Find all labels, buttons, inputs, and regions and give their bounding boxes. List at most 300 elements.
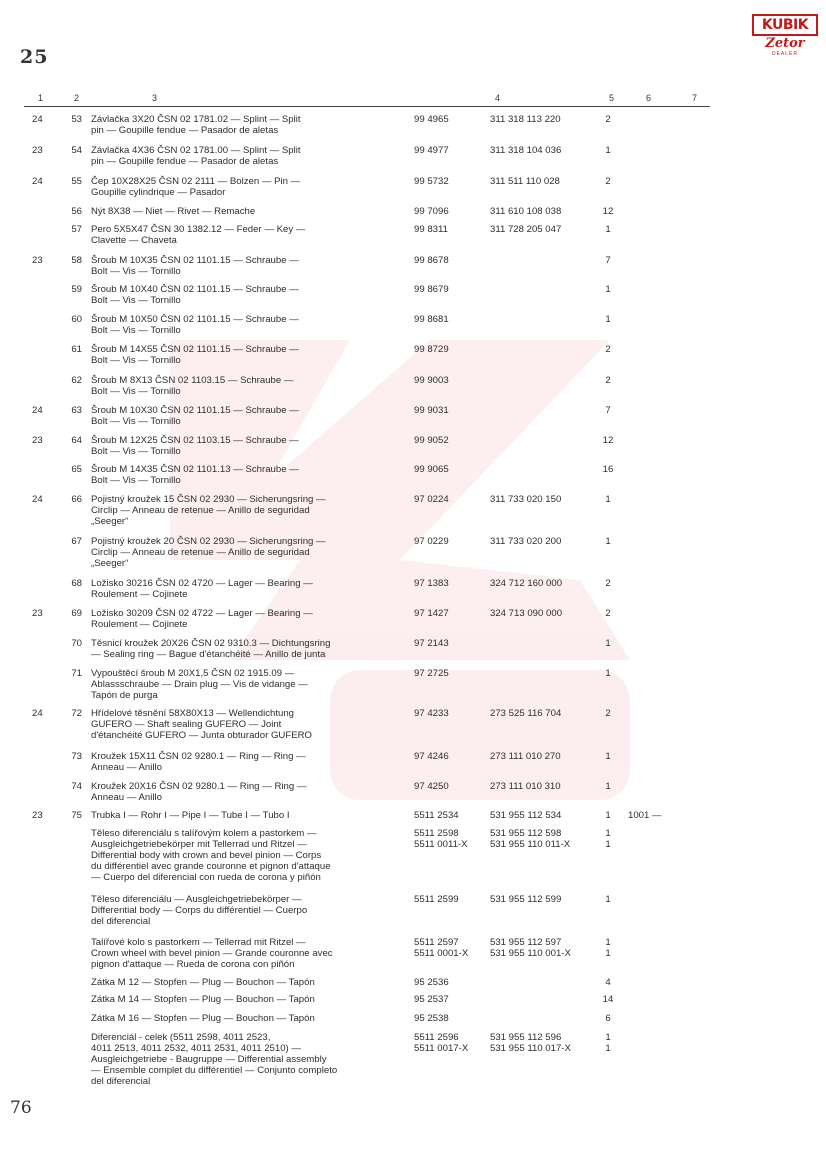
part-description-line: Circlip — Anneau de retenue — Anillo de seguridad <box>91 547 310 558</box>
part-description-line: Pojistný kroužek 20 ČSN 02 2930 — Sicherungsring — <box>91 536 326 547</box>
column-header: 4 <box>495 93 501 103</box>
quantity <box>598 344 618 355</box>
part-number <box>490 206 561 217</box>
part-description <box>91 284 299 306</box>
part-description-line: — Sealing ring — Bague d'étanchéité — Anillo de junta <box>91 649 326 660</box>
catalog-number-line: 97 4250 <box>414 781 449 792</box>
catalog-number-line: 99 9065 <box>414 464 449 475</box>
logo-brand: KUBIK <box>752 14 818 36</box>
part-number <box>490 708 561 719</box>
position-number: 61 <box>71 344 82 355</box>
position-number: 69 <box>71 608 82 619</box>
catalog-number-line: 97 1383 <box>414 578 449 589</box>
catalog-number-line: 95 2536 <box>414 977 449 988</box>
part-description-line: d'étanchéité GUFERO — Junta obturador GUFERO <box>91 730 312 741</box>
part-description-line: Zátka M 16 — Stopfen — Plug — Bouchon — Tapón <box>91 1013 315 1024</box>
part-number-line: 531 955 112 534 <box>490 810 562 821</box>
logo-tag: DEALER <box>771 51 798 57</box>
position-number: 75 <box>71 810 82 821</box>
part-description-line: Bolt — Vis — Tornillo <box>91 416 181 427</box>
part-description-line: Bolt — Vis — Tornillo <box>91 446 181 457</box>
part-description-line: Tapón de purga <box>91 690 158 701</box>
position-number: 66 <box>71 494 82 505</box>
quantity-line: 16 <box>602 464 614 475</box>
catalog-number <box>414 894 459 905</box>
quantity-line: 6 <box>605 1013 611 1024</box>
part-description <box>91 344 299 366</box>
position-number: 62 <box>71 375 82 386</box>
part-description-line: pin — Goupille fendue — Pasador de aletas <box>91 156 279 167</box>
part-description <box>91 1032 337 1087</box>
quantity-line: 1 <box>605 284 611 295</box>
part-description <box>91 1013 315 1024</box>
quantity <box>598 668 618 679</box>
catalog-number <box>414 375 449 386</box>
quantity <box>598 810 618 821</box>
part-number <box>490 608 562 619</box>
part-description <box>91 810 290 821</box>
quantity-line: 1 <box>605 839 611 850</box>
part-number-line: 273 111 010 270 <box>490 751 561 762</box>
part-description-line: Bolt — Vis — Tornillo <box>91 475 181 486</box>
quantity-line: 1 <box>605 948 611 959</box>
part-description-line: Zátka M 14 — Stopfen — Plug — Bouchon — Tapón <box>91 994 315 1005</box>
catalog-number-line: 99 5732 <box>414 176 449 187</box>
part-description-line: Bolt — Vis — Tornillo <box>91 355 181 366</box>
part-description-line: Šroub M 14X35 ČSN 02 1101.13 — Schraube — <box>91 464 299 475</box>
quantity-line: 1 <box>605 894 611 905</box>
part-description-line: „Seeger“ <box>91 516 129 527</box>
part-number <box>490 828 570 850</box>
part-description-line: Šroub M 10X30 ČSN 02 1101.15 — Schraube — <box>91 405 299 416</box>
part-number-line: 531 955 110 011-X <box>490 839 571 850</box>
catalog-number-line: 99 4977 <box>414 145 449 156</box>
quantity-line: 1 <box>605 828 611 839</box>
part-description-line: Differential body — Corps du différentiel — Cuerpo <box>91 905 308 916</box>
quantity-line: 2 <box>605 708 611 719</box>
position-number: 74 <box>71 781 82 792</box>
catalog-number <box>414 578 449 589</box>
quantity <box>598 405 618 416</box>
part-number-line: 531 955 112 598 <box>490 828 562 839</box>
group-number: 24 <box>32 708 43 719</box>
catalog-number-line: 5511 0001-X <box>414 948 469 959</box>
group-number: 24 <box>32 405 43 416</box>
group-number: 23 <box>32 435 43 446</box>
group-number: 23 <box>32 608 43 619</box>
quantity-line: 1 <box>605 145 611 156</box>
part-description-line: Anneau — Anillo <box>91 792 162 803</box>
quantity <box>598 994 618 1005</box>
position-number: 54 <box>71 145 82 156</box>
quantity-line: 2 <box>605 176 611 187</box>
part-description <box>91 828 331 883</box>
part-description-line: Vypouštěcí šroub M 20X1,5 ČSN 02 1915.09 — <box>91 668 295 679</box>
catalog-number-line: 97 4233 <box>414 708 449 719</box>
part-description <box>91 668 308 701</box>
quantity <box>598 314 618 325</box>
part-description-line: Těleso diferenciálu s talířovým kolem a pastorkem — <box>91 828 317 839</box>
part-description-line: Těsnicí kroužek 20X26 ČSN 02 9310.3 — Dichtungsring <box>91 638 331 649</box>
part-description-line: Anneau — Anillo <box>91 762 162 773</box>
part-description-line: Zátka M 12 — Stopfen — Plug — Bouchon — Tapón <box>91 977 315 988</box>
quantity <box>598 1013 618 1024</box>
part-description <box>91 536 326 569</box>
catalog-number-line: 99 8311 <box>414 224 448 235</box>
quantity <box>598 375 618 386</box>
catalog-number-line: 99 9052 <box>414 435 449 446</box>
catalog-number <box>414 1013 449 1024</box>
quantity-line: 2 <box>605 608 611 619</box>
quantity-line: 4 <box>605 977 611 988</box>
part-description <box>91 224 305 246</box>
quantity-line: 1 <box>605 638 611 649</box>
position-number: 59 <box>71 284 82 295</box>
quantity <box>598 176 618 187</box>
part-number-line: 324 712 160 000 <box>490 578 563 589</box>
quantity-line: 2 <box>605 578 611 589</box>
part-number-line: 324 713 090 000 <box>490 608 563 619</box>
position-number: 63 <box>71 405 82 416</box>
part-number-line: 531 955 112 597 <box>490 937 562 948</box>
part-description <box>91 937 333 970</box>
quantity <box>598 114 618 125</box>
quantity <box>598 494 618 505</box>
part-description <box>91 494 326 527</box>
catalog-number <box>414 828 468 850</box>
part-number-line: 273 525 116 704 <box>490 708 562 719</box>
part-description-line: Kroužek 20X16 ČSN 02 9280.1 — Ring — Ring — <box>91 781 307 792</box>
position-number: 70 <box>71 638 82 649</box>
part-description-line: Goupille cylindrique — Pasador <box>91 187 226 198</box>
part-description-line: Talířové kolo s pastorkem — Tellerrad mit Ritzel — <box>91 937 306 948</box>
catalog-number <box>414 314 449 325</box>
position-number: 56 <box>71 206 82 217</box>
quantity <box>598 608 618 619</box>
catalog-number-line: 5511 2599 <box>414 894 459 905</box>
quantity-line: 1 <box>605 781 611 792</box>
quantity <box>598 536 618 547</box>
catalog-number <box>414 1032 468 1054</box>
catalog-number <box>414 435 449 446</box>
column-header: 6 <box>646 93 652 103</box>
quantity-line: 12 <box>602 206 614 217</box>
part-number-line: 311 733 020 200 <box>490 536 562 547</box>
part-description-line: — Ensemble complet du différentiel — Conjunto completo <box>91 1065 338 1076</box>
part-description <box>91 255 299 277</box>
group-number: 23 <box>32 810 43 821</box>
part-description-line: pignon d'attaque — Rueda de corona con piñón <box>91 959 295 970</box>
catalog-number <box>414 708 449 719</box>
catalog-number <box>414 405 449 416</box>
catalog-number <box>414 937 468 959</box>
catalog-number <box>414 977 449 988</box>
position-number: 60 <box>71 314 82 325</box>
position-number: 73 <box>71 751 82 762</box>
part-number-line: 531 955 110 001-X <box>490 948 571 959</box>
catalog-number <box>414 464 449 475</box>
column-header: 7 <box>692 93 698 103</box>
quantity <box>598 145 618 156</box>
catalog-number-line: 99 7096 <box>414 206 449 217</box>
part-description-line: Čep 10X28X25 ČSN 02 2111 — Bolzen — Pin — <box>91 176 301 187</box>
quantity <box>598 1032 618 1054</box>
quantity-line: 1 <box>605 536 611 547</box>
catalog-number-line: 99 8681 <box>414 314 449 325</box>
part-description-line: Clavette — Chaveta <box>91 235 177 246</box>
catalog-number-line: 97 4246 <box>414 751 449 762</box>
position-number: 55 <box>71 176 82 187</box>
part-description-line: Circlip — Anneau de retenue — Anillo de seguridad <box>91 505 310 516</box>
part-description-line: du différentiel avec grande couronne et pignon d'attaque <box>91 861 331 872</box>
catalog-number <box>414 255 449 266</box>
catalog-number-line: 99 8679 <box>414 284 449 295</box>
column-header: 3 <box>152 93 158 103</box>
catalog-number <box>414 145 449 156</box>
quantity <box>598 708 618 719</box>
part-number <box>490 578 562 589</box>
part-number <box>490 494 561 505</box>
part-description <box>91 751 306 773</box>
position-number: 72 <box>71 708 82 719</box>
part-description-line: Šroub M 12X25 ČSN 02 1103.15 — Schraube — <box>91 435 299 446</box>
part-description-line: Trubka I — Rohr I — Pipe I — Tube I — Tubo I <box>91 810 290 821</box>
catalog-number <box>414 638 449 649</box>
quantity-line: 1 <box>605 937 611 948</box>
part-description-line: Roulement — Cojinete <box>91 589 188 600</box>
quantity-line: 1 <box>605 751 611 762</box>
part-number <box>490 810 561 821</box>
quantity-line: 1 <box>605 314 611 325</box>
position-number: 53 <box>71 114 82 125</box>
quantity-line: 1 <box>605 494 611 505</box>
quantity-line: 2 <box>605 344 611 355</box>
part-number <box>490 751 561 762</box>
part-description-line: 4011 2513, 4011 2532, 4011 2531, 4011 2510) — <box>91 1043 301 1054</box>
catalog-number <box>414 994 449 1005</box>
quantity <box>598 255 618 266</box>
part-number-line: 531 955 110 017-X <box>490 1043 571 1054</box>
catalog-number <box>414 114 449 125</box>
part-description-line: Šroub M 8X13 ČSN 02 1103.15 — Schraube — <box>91 375 294 386</box>
part-number-line: 311 318 113 220 <box>490 114 561 125</box>
part-description-line: Ausgleichgetriebe - Baugruppe — Differential assembly <box>91 1054 327 1065</box>
catalog-number <box>414 494 449 505</box>
quantity-line: 1 <box>605 1032 611 1043</box>
part-description-line: Kroužek 15X11 ČSN 02 9280.1 — Ring — Ring — <box>91 751 306 762</box>
part-number <box>490 114 561 125</box>
part-description-line: Nýt 8X38 — Niet — Rivet — Remache <box>91 206 256 217</box>
logo-sub: Zetor <box>765 36 805 51</box>
catalog-number-line: 99 9031 <box>414 405 449 416</box>
part-number-line: 273 111 010 310 <box>490 781 561 792</box>
part-description <box>91 114 301 136</box>
column-header: 2 <box>74 93 80 103</box>
quantity <box>598 638 618 649</box>
catalog-number-line: 97 1427 <box>414 608 449 619</box>
quantity <box>598 751 618 762</box>
part-description <box>91 435 299 457</box>
part-description-line: Ablassschraube — Drain plug — Vis de vidange — <box>91 679 308 690</box>
part-number <box>490 937 571 959</box>
page-number-bottom: 76 <box>10 1098 32 1118</box>
part-description-line: Ložisko 30216 ČSN 02 4720 — Lager — Bearing — <box>91 578 313 589</box>
catalog-number <box>414 751 449 762</box>
part-description-line: Šroub M 10X40 ČSN 02 1101.15 — Schraube — <box>91 284 299 295</box>
quantity <box>598 937 618 959</box>
part-description-line: Bolt — Vis — Tornillo <box>91 295 181 306</box>
part-number <box>490 781 561 792</box>
quantity-line: 1 <box>605 1043 611 1054</box>
catalog-number <box>414 224 448 235</box>
part-number-line: 311 610 108 038 <box>490 206 562 217</box>
catalog-number-line: 95 2538 <box>414 1013 449 1024</box>
part-description <box>91 206 255 217</box>
quantity-line: 12 <box>602 435 614 446</box>
part-number-line: 531 955 112 596 <box>490 1032 562 1043</box>
part-description-line: del diferencial <box>91 916 151 927</box>
catalog-number-line: 99 8678 <box>414 255 449 266</box>
part-description <box>91 176 300 198</box>
quantity <box>598 828 618 850</box>
group-number: 24 <box>32 114 43 125</box>
part-number <box>490 224 561 235</box>
quantity <box>598 224 618 235</box>
position-number: 58 <box>71 255 82 266</box>
part-description <box>91 145 301 167</box>
part-number <box>490 536 561 547</box>
part-description-line: Šroub M 10X50 ČSN 02 1101.15 — Schraube — <box>91 314 299 325</box>
catalog-number <box>414 810 459 821</box>
part-number <box>490 176 560 187</box>
position-number: 71 <box>71 668 82 679</box>
catalog-number-line: 5511 2597 <box>414 937 459 948</box>
part-description <box>91 994 315 1005</box>
catalog-number-line: 5511 0011-X <box>414 839 468 850</box>
part-description <box>91 894 307 927</box>
catalog-number-line: 97 0224 <box>414 494 449 505</box>
part-description <box>91 314 299 336</box>
quantity-line: 2 <box>605 375 611 386</box>
part-description-line: GUFERO — Shaft sealing GUFERO — Joint <box>91 719 282 730</box>
catalog-number-line: 99 8729 <box>414 344 449 355</box>
catalog-number-line: 5511 0017-X <box>414 1043 469 1054</box>
position-number: 68 <box>71 578 82 589</box>
part-number-line: 531 955 112 599 <box>490 894 562 905</box>
part-description-line: pin — Goupille fendue — Pasador de aletas <box>91 125 279 136</box>
part-description <box>91 781 306 803</box>
quantity-line: 7 <box>605 405 611 416</box>
position-number: 67 <box>71 536 82 547</box>
part-number-line: 311 511 110 028 <box>490 176 560 187</box>
part-description-line: del diferencial <box>91 1076 151 1087</box>
part-description <box>91 608 313 630</box>
part-description <box>91 708 312 741</box>
catalog-number <box>414 536 449 547</box>
part-description <box>91 977 315 988</box>
quantity <box>598 977 618 988</box>
part-description-line: „Seeger“ <box>91 558 129 569</box>
part-description <box>91 578 313 600</box>
part-description-line: Závlačka 3X20 ČSN 02 1781.02 — Splint — Split <box>91 114 301 125</box>
part-description-line: Pojistný kroužek 15 ČSN 02 2930 — Sicherungsring — <box>91 494 326 505</box>
part-number-line: 311 728 205 047 <box>490 224 562 235</box>
catalog-number <box>414 668 449 679</box>
catalog-number-line: 95 2537 <box>414 994 449 1005</box>
quantity <box>598 206 618 217</box>
part-description <box>91 405 299 427</box>
quantity-line: 1 <box>605 224 611 235</box>
catalog-number <box>414 176 449 187</box>
part-number <box>490 1032 571 1054</box>
part-description <box>91 375 293 397</box>
catalog-number-line: 5511 2596 <box>414 1032 459 1043</box>
catalog-number-line: 5511 2534 <box>414 810 459 821</box>
note: 1001 — <box>628 810 662 821</box>
part-description-line: Hřídelové těsnění 58X80X13 — Wellendichtung <box>91 708 295 719</box>
part-number-line: 311 318 104 036 <box>490 145 562 156</box>
catalog-number-line: 97 0229 <box>414 536 449 547</box>
catalog-number-line: 5511 2598 <box>414 828 459 839</box>
quantity-line: 1 <box>605 668 611 679</box>
group-number: 24 <box>32 176 43 187</box>
part-description-line: Bolt — Vis — Tornillo <box>91 386 181 397</box>
part-description-line: Pero 5X5X47 ČSN 30 1382.12 — Feder — Key — <box>91 224 306 235</box>
quantity <box>598 284 618 295</box>
catalog-number <box>414 344 449 355</box>
part-description-line: Roulement — Cojinete <box>91 619 188 630</box>
quantity <box>598 435 618 446</box>
group-number: 24 <box>32 494 43 505</box>
catalog-number <box>414 284 449 295</box>
catalog-number <box>414 608 449 619</box>
part-description-line: Těleso diferenciálu — Ausgleichgetriebekörper — <box>91 894 302 905</box>
page-number-top: 25 <box>20 46 49 68</box>
part-number-line: 311 733 020 150 <box>490 494 562 505</box>
part-description <box>91 464 299 486</box>
catalog-number <box>414 206 449 217</box>
quantity-line: 7 <box>605 255 611 266</box>
catalog-number-line: 97 2143 <box>414 638 449 649</box>
quantity <box>598 464 618 475</box>
part-description-line: Bolt — Vis — Tornillo <box>91 266 181 277</box>
part-description-line: Crown wheel with bevel pinion — Grande couronne avec <box>91 948 333 959</box>
part-number <box>490 894 561 905</box>
part-description-line: Závlačka 4X36 ČSN 02 1781.00 — Splint — Split <box>91 145 301 156</box>
part-description-line: Diferenciál - celek (5511 2598, 4011 2523, <box>91 1032 271 1043</box>
part-description-line: Ložisko 30209 ČSN 02 4722 — Lager — Bearing — <box>91 608 313 619</box>
catalog-number-line: 99 4965 <box>414 114 449 125</box>
position-number: 65 <box>71 464 82 475</box>
part-number <box>490 145 561 156</box>
part-description-line: Bolt — Vis — Tornillo <box>91 325 181 336</box>
quantity <box>598 578 618 589</box>
part-description-line: — Cuerpo del diferencial con rueda de corona y piñón <box>91 872 321 883</box>
part-description-line: Šroub M 14X55 ČSN 02 1101.15 — Schraube — <box>91 344 299 355</box>
part-description-line: Differential body with crown and bevel pinion — Corps <box>91 850 322 861</box>
quantity <box>598 781 618 792</box>
position-number: 57 <box>71 224 82 235</box>
part-description-line: Šroub M 10X35 ČSN 02 1101.15 — Schraube — <box>91 255 299 266</box>
catalog-number-line: 97 2725 <box>414 668 449 679</box>
quantity-line: 2 <box>605 114 611 125</box>
position-number: 64 <box>71 435 82 446</box>
part-description <box>91 638 330 660</box>
quantity-line: 14 <box>602 994 614 1005</box>
group-number: 23 <box>32 255 43 266</box>
column-header: 5 <box>609 93 615 103</box>
catalog-number <box>414 781 449 792</box>
